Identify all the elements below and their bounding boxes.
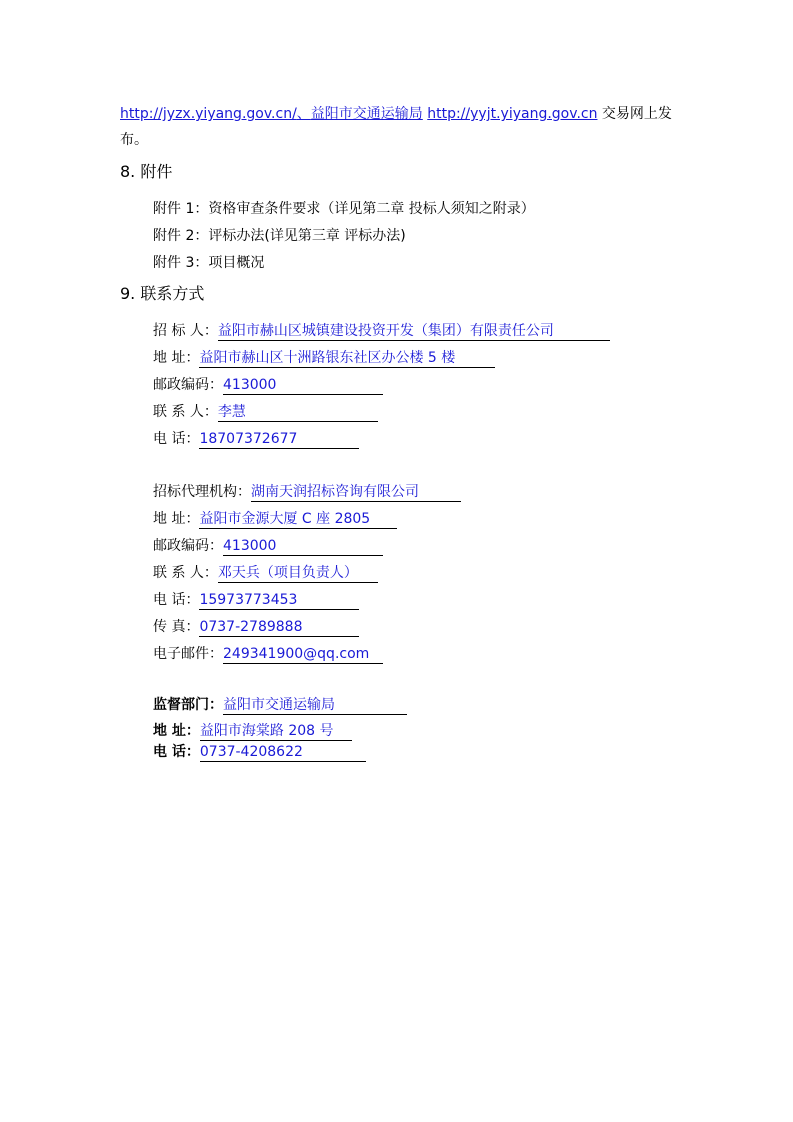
- agency-address-row: [153, 509, 397, 529]
- tenderer-contact-value: 李慧: [218, 403, 378, 422]
- agency-phone-value: 15973773453: [199, 591, 359, 610]
- intro-link-text[interactable]: 益阳市交通运输局: [310, 106, 423, 122]
- agency-address-value: 益阳市金源大厦 C 座 2805: [199, 510, 397, 529]
- agency-email-row: [153, 644, 383, 664]
- supervisor-dept-value: 益阳市交通运输局: [223, 696, 407, 715]
- tenderer-name-label: 招 标 人：: [153, 323, 218, 339]
- intro-link-jyzx[interactable]: http://jyzx.yiyang.gov.cn/: [120, 106, 297, 122]
- supervisor-phone-row: [153, 742, 366, 762]
- intro-line: [120, 104, 672, 124]
- intro-line-2: 布。: [120, 132, 148, 148]
- agency-phone-label: 电 话：: [153, 592, 200, 608]
- intro-separator: 、: [296, 106, 311, 122]
- attachment-2: 附件 2：评标办法(详见第三章 评标办法): [153, 228, 406, 244]
- section-8-title: 8. 附件: [120, 162, 173, 181]
- tenderer-address-value: 益阳市赫山区十洲路银东社区办公楼 5 楼: [199, 349, 495, 368]
- agency-contact-row: [153, 563, 378, 583]
- agency-email-value[interactable]: 249341900@qq.com: [223, 645, 383, 664]
- agency-name-label: 招标代理机构：: [153, 484, 251, 500]
- tenderer-address-row: [153, 348, 495, 368]
- tenderer-address-label: 地 址：: [153, 350, 200, 366]
- tenderer-row: [153, 321, 610, 341]
- supervisor-address-row: [153, 721, 352, 741]
- agency-postcode-value: 413000: [223, 537, 383, 556]
- agency-name-row: [153, 482, 461, 502]
- supervisor-address-label: 地 址：: [153, 723, 200, 739]
- tenderer-name-value: 益阳市赫山区城镇建设投资开发（集团）有限责任公司: [218, 322, 610, 341]
- attachment-3: 附件 3：项目概况: [153, 255, 265, 271]
- tenderer-contact-row: [153, 402, 378, 422]
- intro-suffix: 交易网上发: [601, 106, 672, 122]
- agency-address-label: 地 址：: [153, 511, 200, 527]
- tenderer-phone-row: [153, 429, 359, 449]
- agency-contact-value: 邓天兵（项目负责人）: [218, 564, 378, 583]
- agency-postcode-row: [153, 536, 383, 556]
- agency-fax-label: 传 真：: [153, 619, 200, 635]
- tenderer-phone-value: 18707372677: [199, 430, 359, 449]
- tenderer-postcode-label: 邮政编码：: [153, 377, 223, 393]
- agency-postcode-label: 邮政编码：: [153, 538, 223, 554]
- supervisor-dept-row: [153, 695, 407, 715]
- intro-link-yyjt[interactable]: http://yyjt.yiyang.gov.cn: [427, 106, 598, 122]
- agency-fax-value: 0737-2789888: [199, 618, 359, 637]
- section-9-title: 9. 联系方式: [120, 284, 205, 303]
- agency-name-value: 湖南天润招标咨询有限公司: [251, 483, 461, 502]
- supervisor-phone-label: 电 话：: [153, 744, 200, 760]
- tenderer-phone-label: 电 话：: [153, 431, 200, 447]
- tenderer-contact-label: 联 系 人：: [153, 404, 218, 420]
- supervisor-phone-value: 0737-4208622: [200, 743, 366, 762]
- attachment-1: 附件 1：资格审查条件要求（详见第二章 投标人须知之附录）: [153, 201, 535, 217]
- agency-fax-row: [153, 617, 359, 637]
- agency-contact-label: 联 系 人：: [153, 565, 218, 581]
- supervisor-dept-label: 监督部门：: [153, 697, 223, 713]
- agency-email-label: 电子邮件：: [153, 646, 223, 662]
- tenderer-postcode-value: 413000: [223, 376, 383, 395]
- agency-phone-row: [153, 590, 359, 610]
- supervisor-address-value: 益阳市海棠路 208 号: [200, 722, 352, 741]
- tenderer-postcode-row: [153, 375, 383, 395]
